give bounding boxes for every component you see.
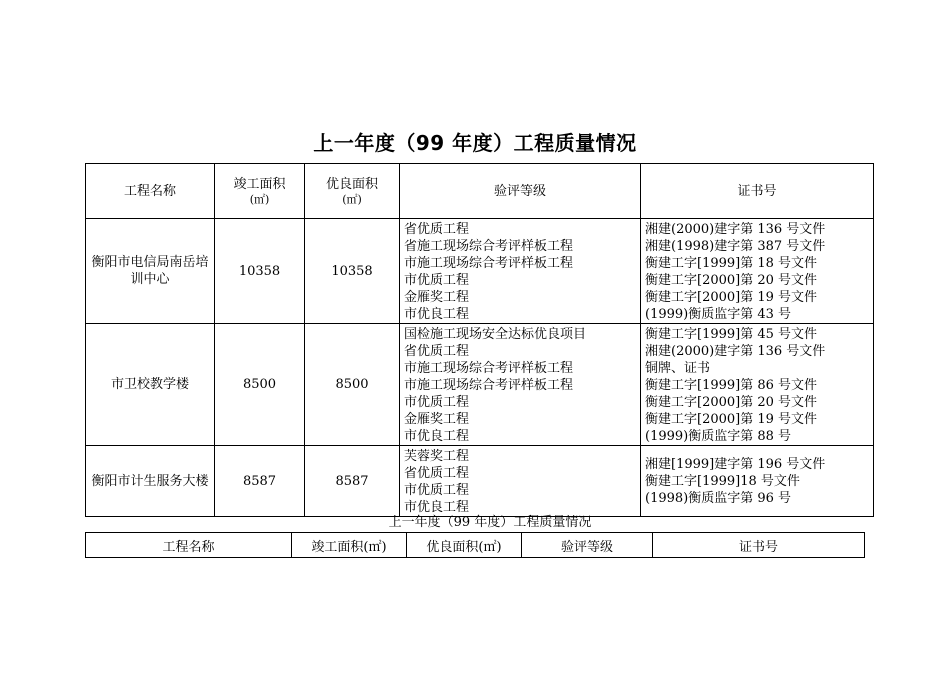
project-name: 市卫校教学楼 (86, 324, 215, 446)
rating-list (400, 324, 641, 446)
table-row (86, 324, 874, 446)
rating-item: 市优质工程 (404, 395, 470, 410)
table-header-row (86, 533, 865, 558)
table-row (86, 219, 874, 324)
certificate-item: 衡建工字[2000]第 20 号文件 (645, 273, 818, 288)
rating-item: 市优良工程 (404, 500, 470, 515)
excellent-area: 10358 (305, 219, 400, 324)
header-certificate: 证书号 (641, 164, 874, 219)
header-certificate: 证书号 (653, 533, 865, 558)
certificate-item: 湘建[1999]建字第 196 号文件 (645, 456, 826, 472)
header-excellent-area-unit: (㎡) (342, 193, 362, 206)
header-rating: 验评等级 (522, 533, 653, 558)
header-completed-area (215, 164, 305, 219)
project-name: 衡阳市计生服务大楼 (86, 446, 215, 517)
certificate-item: 衡建工字[2000]第 19 号文件 (645, 290, 818, 305)
certificate-item: 湘建(2000)建字第 136 号文件 (645, 222, 826, 237)
completed-area: 10358 (215, 219, 305, 324)
rating-item: 市优质工程 (404, 273, 470, 288)
certificate-item: (1999)衡质监字第 43 号 (645, 307, 792, 322)
rating-item: 金雁奖工程 (404, 290, 470, 305)
certificate-item: 衡建工字[1999]第 18 号文件 (645, 256, 818, 271)
excellent-area: 8500 (305, 324, 400, 446)
certificate-item: 衡建工字[2000]第 19 号文件 (645, 412, 818, 427)
table-header-row (86, 164, 874, 219)
rating-item: 省施工现场综合考评样板工程 (404, 239, 574, 254)
quality-table (85, 163, 874, 517)
rating-item: 芙蓉奖工程 (404, 449, 470, 464)
excellent-area: 8587 (305, 446, 400, 517)
rating-list (400, 219, 641, 324)
certificate-item: 湘建(2000)建字第 136 号文件 (645, 344, 826, 359)
rating-list (400, 446, 641, 517)
header-name: 工程名称 (86, 533, 292, 558)
completed-area: 8587 (215, 446, 305, 517)
rating-item: 省优质工程 (404, 466, 470, 481)
header-excellent-area: 优良面积(㎡) (407, 533, 522, 558)
rating-item: 市优质工程 (404, 483, 470, 498)
header-completed-area-label: 竣工面积 (233, 177, 286, 192)
page-title: 上一年度（99 年度）工程质量情况 (313, 131, 637, 155)
rating-item: 省优质工程 (404, 344, 470, 359)
header-excellent-area-label: 优良面积 (325, 177, 378, 192)
completed-area: 8500 (215, 324, 305, 446)
certificate-item: (1999)衡质监字第 88 号 (645, 429, 792, 444)
certificate-item: 衡建工字[1999]18 号文件 (645, 473, 800, 489)
certificate-item: 衡建工字[1999]第 86 号文件 (645, 378, 818, 393)
certificate-list (641, 219, 874, 324)
header-completed-area-unit: (㎡) (249, 193, 270, 206)
header-rating: 验评等级 (400, 164, 641, 219)
rating-item: 市优良工程 (404, 429, 470, 444)
rating-item: 市施工现场综合考评样板工程 (404, 378, 574, 393)
rating-item: 省优质工程 (404, 222, 470, 237)
certificate-item: (1998)衡质监字第 96 号 (645, 490, 792, 506)
certificate-item: 湘建(1998)建字第 387 号文件 (645, 239, 826, 254)
project-name: 衡阳市电信局南岳培训中心 (86, 219, 215, 324)
repeat-title: 上一年度（99 年度）工程质量情况 (388, 515, 592, 530)
certificate-item: 铜牌、证书 (645, 361, 711, 376)
header-name: 工程名称 (86, 164, 215, 219)
header-excellent-area (305, 164, 400, 219)
rating-item: 市施工现场综合考评样板工程 (404, 256, 574, 271)
rating-item: 国检施工现场安全达标优良项目 (404, 327, 587, 342)
certificate-item: 衡建工字[2000]第 20 号文件 (645, 395, 818, 410)
header-completed-area: 竣工面积(㎡) (292, 533, 407, 558)
table-row (86, 446, 874, 517)
rating-item: 市施工现场综合考评样板工程 (404, 361, 574, 376)
rating-item: 市优良工程 (404, 307, 470, 322)
certificate-item: 衡建工字[1999]第 45 号文件 (645, 327, 818, 342)
repeat-header-table (85, 532, 865, 558)
certificate-list (641, 324, 874, 446)
rating-item: 金雁奖工程 (404, 412, 470, 427)
certificate-list (641, 446, 874, 517)
